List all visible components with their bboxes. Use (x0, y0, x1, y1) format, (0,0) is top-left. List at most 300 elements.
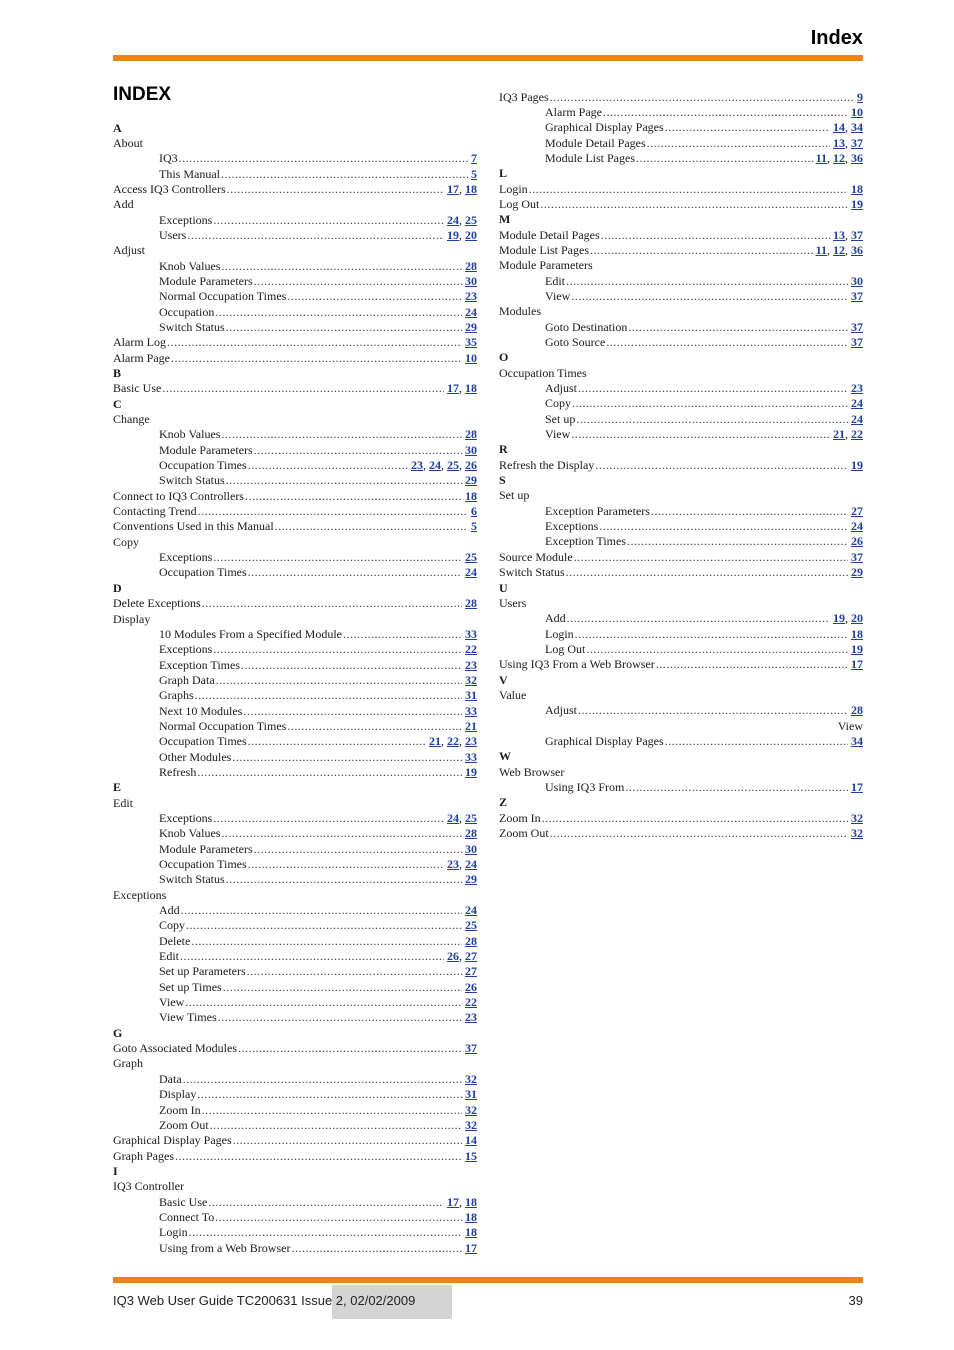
page-link[interactable]: 24 (851, 519, 863, 534)
page-refs (851, 565, 863, 580)
dot-leader (227, 182, 444, 197)
index-entry-label: Zoom Out (159, 1117, 209, 1132)
page-link[interactable]: 29 (465, 319, 477, 334)
index-subentry (113, 704, 477, 719)
index-column-right (499, 90, 863, 842)
dot-leader (566, 274, 848, 289)
page-link[interactable]: 37 (851, 135, 863, 150)
dot-leader (179, 151, 468, 166)
page-refs (465, 964, 477, 979)
dot-leader (226, 872, 462, 887)
page-link[interactable]: 24 (429, 458, 441, 473)
page-link[interactable]: 24 (465, 903, 477, 918)
index-entry-label: Connect To (159, 1209, 215, 1224)
index-subentry (113, 1087, 477, 1102)
page-link[interactable]: 24 (465, 304, 477, 319)
page-link[interactable]: 5 (471, 519, 477, 534)
index-entry-label: Occupation Times (159, 734, 247, 749)
page-refs (465, 826, 477, 841)
index-letter-heading (113, 1164, 477, 1179)
dot-leader (636, 151, 813, 166)
page-link[interactable]: 36 (851, 242, 863, 257)
dot-leader (571, 427, 830, 442)
dot-leader (287, 289, 462, 304)
index-entry-label: Module Parameters (159, 273, 253, 288)
page-refs (471, 151, 477, 166)
index-entry-label: Alarm Page (113, 350, 170, 365)
page-refs (851, 458, 863, 473)
page-link[interactable]: 31 (465, 1087, 477, 1102)
page-link[interactable]: 11 (815, 150, 827, 165)
page-link[interactable]: 19 (447, 227, 459, 242)
index-entry-label: A (113, 120, 122, 135)
page-refs (465, 259, 477, 274)
dot-leader (197, 765, 462, 780)
page-link[interactable]: 23 (465, 289, 477, 304)
page-link[interactable]: 12 (833, 242, 845, 257)
index-entry (499, 596, 863, 611)
index-entry-label: Switch Status (159, 872, 225, 887)
dot-leader (599, 519, 848, 534)
index-subentry (113, 734, 477, 749)
index-entry-label: Switch Status (499, 565, 565, 580)
page-link[interactable]: 25 (465, 212, 477, 227)
index-entry (499, 488, 863, 503)
page-refs (465, 1010, 477, 1025)
page-link[interactable]: 29 (851, 565, 863, 580)
page-refs (465, 1072, 477, 1087)
page-link[interactable]: 20 (851, 611, 863, 626)
dot-leader (232, 750, 462, 765)
page-link[interactable]: 32 (465, 1102, 477, 1117)
dot-leader (665, 734, 848, 749)
index-entry-label: Alarm Page (545, 104, 602, 119)
index-subentry (113, 151, 477, 166)
dot-leader (171, 351, 462, 366)
dot-leader (186, 918, 462, 933)
page-link[interactable]: 18 (465, 1209, 477, 1224)
index-entry (499, 550, 863, 565)
page-link[interactable]: 14 (465, 1133, 477, 1148)
page-link[interactable]: 33 (465, 703, 477, 718)
index-subentry (113, 305, 477, 320)
page-refs: 13, 37 (833, 135, 863, 150)
page-link[interactable]: 29 (465, 473, 477, 488)
page-refs (465, 918, 477, 933)
dot-leader (540, 197, 848, 212)
page-refs (851, 335, 863, 350)
page-link[interactable]: 17 (447, 381, 459, 396)
index-entry-label: Log Out (545, 641, 586, 656)
page-link[interactable]: 37 (851, 319, 863, 334)
page-link[interactable]: 19 (851, 457, 863, 472)
dot-leader (254, 842, 462, 857)
page-link[interactable]: 21 (833, 427, 845, 442)
index-entry-label: Edit (159, 949, 179, 964)
index-entry (113, 504, 477, 519)
page-link[interactable]: 28 (465, 826, 477, 841)
index-entry-label: Exceptions (159, 810, 213, 825)
page-refs (851, 811, 863, 826)
index-subentry (113, 872, 477, 887)
page-link[interactable]: 26 (465, 458, 477, 473)
page-link[interactable]: 22 (851, 427, 863, 442)
index-subentry (499, 381, 863, 396)
page-link[interactable]: 35 (465, 335, 477, 350)
page-link[interactable]: 37 (851, 227, 863, 242)
page-link[interactable]: 25 (447, 458, 459, 473)
index-subentry (113, 1225, 477, 1240)
index-entry-label: Web Browser (499, 764, 565, 779)
page-link[interactable]: 24 (465, 857, 477, 871)
page-refs: 17, 18 (447, 1194, 477, 1209)
page-link[interactable]: 19 (851, 641, 863, 656)
index-entry-label: Graphical Display Pages (545, 120, 664, 135)
index-subentry (499, 611, 863, 626)
page-link[interactable]: 32 (851, 810, 863, 825)
index-entry-label: Contacting Trend (113, 504, 197, 519)
page-link[interactable]: 28 (465, 258, 477, 273)
page-link[interactable]: 23 (851, 381, 863, 396)
page-link[interactable]: 26 (851, 534, 863, 549)
index-entry-label: Adjust (545, 703, 578, 718)
page-refs (465, 980, 477, 995)
index-entry (499, 458, 863, 473)
dot-leader (576, 412, 848, 427)
index-subentry (113, 550, 477, 565)
page-refs (851, 642, 863, 657)
page-link[interactable]: 18 (465, 381, 477, 396)
index-entry-label: Exceptions (545, 519, 599, 534)
index-subentry (113, 903, 477, 918)
page-link[interactable]: 18 (465, 1225, 477, 1240)
page-link[interactable]: 29 (465, 872, 477, 887)
index-entry-label: Module Parameters (159, 442, 253, 457)
page-refs (465, 750, 477, 765)
page-link[interactable]: 31 (465, 688, 477, 703)
index-letter-heading (113, 581, 477, 596)
index-entry-label: Occupation Times (159, 857, 247, 871)
index-entry-label: Copy (159, 918, 186, 933)
page-link[interactable]: 30 (465, 273, 477, 288)
page-link[interactable]: 33 (465, 749, 477, 764)
index-subentry (113, 658, 477, 673)
page-link[interactable]: 28 (465, 933, 477, 948)
index-entry-label: M (499, 212, 511, 227)
page-link[interactable]: 21 (465, 718, 477, 733)
dot-leader (185, 995, 462, 1010)
page-link[interactable]: 25 (465, 810, 477, 825)
index-entry (113, 1056, 477, 1071)
page-link[interactable]: 28 (465, 596, 477, 611)
page-link[interactable]: 23 (465, 657, 477, 672)
index-subentry (113, 1195, 477, 1210)
index-entry-label: Set up Times (159, 979, 222, 994)
page-link[interactable]: 30 (465, 442, 477, 457)
index-letter-heading (499, 749, 863, 764)
page-refs (465, 1087, 477, 1102)
dot-leader (647, 136, 830, 151)
index-subentry (113, 673, 477, 688)
index-entry-label: Graphs (159, 688, 194, 703)
page-link[interactable]: 28 (851, 703, 863, 718)
page-link[interactable]: 18 (465, 488, 477, 503)
index-entry-label: Z (499, 795, 508, 810)
page-link[interactable]: 17 (851, 657, 863, 672)
page-refs (465, 550, 477, 565)
index-entry-label: Using IQ3 From a Web Browser (499, 657, 655, 672)
index-subentry (113, 320, 477, 335)
index-subentry (113, 995, 477, 1010)
page-link[interactable]: 7 (471, 151, 477, 166)
index-entry-label: 10 Modules From a Specified Module (159, 626, 342, 641)
page-refs (465, 872, 477, 887)
page-link[interactable]: 18 (851, 181, 863, 196)
page-link[interactable]: 27 (465, 949, 477, 964)
page-link[interactable]: 22 (465, 995, 477, 1010)
page-link[interactable]: 9 (857, 89, 863, 104)
dot-leader (291, 1241, 462, 1256)
page-link[interactable]: 30 (851, 273, 863, 288)
dot-leader (243, 704, 462, 719)
page-link[interactable]: 19 (851, 196, 863, 211)
index-subentry (113, 565, 477, 580)
dot-leader (595, 458, 848, 473)
page-link[interactable]: 18 (465, 181, 477, 196)
page-link[interactable]: 34 (851, 733, 863, 748)
index-subentry (499, 627, 863, 642)
page-link[interactable]: 28 (465, 427, 477, 442)
index-entry (113, 136, 477, 151)
index-entry (113, 1041, 477, 1056)
page-link[interactable]: 12 (833, 150, 845, 165)
index-letter-heading (113, 397, 477, 412)
page-refs (465, 320, 477, 335)
index-entry-label: Graphical Display Pages (113, 1133, 232, 1148)
page-link[interactable]: 26 (465, 979, 477, 994)
page-link[interactable]: 19 (465, 764, 477, 779)
page-heading: INDEX (113, 84, 172, 105)
dot-leader (248, 458, 408, 473)
page-link[interactable]: 23 (465, 1010, 477, 1025)
page-link[interactable]: 32 (465, 1071, 477, 1086)
index-entry-label: IQ3 Controller (113, 1179, 184, 1194)
page-link[interactable]: 32 (465, 672, 477, 687)
index-subentry (113, 1103, 477, 1118)
index-entry-label: Delete Exceptions (113, 596, 201, 611)
dot-leader (221, 427, 462, 442)
page-link[interactable]: 23 (447, 857, 459, 871)
page-refs: 26, 27 (447, 949, 477, 964)
dot-leader (218, 1010, 462, 1025)
dot-leader (195, 688, 462, 703)
index-subentry (113, 688, 477, 703)
index-subentry (113, 842, 477, 857)
index-entry-label: V (499, 672, 508, 687)
index-subentry (113, 1072, 477, 1087)
page-link[interactable]: 18 (465, 1194, 477, 1209)
index-entry-label: Occupation Times (499, 365, 587, 380)
page-link[interactable]: 33 (465, 626, 477, 641)
page-link[interactable]: 24 (465, 565, 477, 580)
page-link[interactable]: 19 (833, 611, 845, 626)
index-subentry (499, 412, 863, 427)
page-refs (851, 504, 863, 519)
page-link[interactable]: 24 (851, 396, 863, 411)
dot-leader (575, 627, 848, 642)
index-column-left (113, 121, 477, 1256)
page-link[interactable]: 17 (465, 1240, 477, 1255)
page-refs (465, 627, 477, 642)
page-link[interactable]: 22 (447, 734, 459, 749)
index-entry-label: L (499, 166, 508, 181)
page-link[interactable]: 37 (465, 1041, 477, 1056)
index-subentry (113, 289, 477, 304)
index-subentry (499, 780, 863, 795)
index-entry-label: B (113, 366, 122, 380)
page-link[interactable]: 20 (465, 227, 477, 242)
page-refs (851, 534, 863, 549)
page-refs (851, 289, 863, 304)
index-entry-label: Exceptions (159, 550, 213, 565)
dot-leader (247, 964, 462, 979)
dot-leader (197, 1087, 462, 1102)
page-link[interactable]: 14 (833, 120, 845, 135)
page-link[interactable]: 18 (851, 626, 863, 641)
index-entry (113, 888, 477, 903)
page-refs (471, 519, 477, 534)
index-entry-label: Graph Data (159, 672, 215, 687)
page-link[interactable]: 27 (851, 503, 863, 518)
page-refs: 19, 20 (833, 611, 863, 626)
page-link[interactable]: 24 (851, 411, 863, 426)
page-refs (465, 642, 477, 657)
index-entry-label: Modules (499, 304, 541, 319)
dot-leader (213, 550, 462, 565)
index-letter-heading (499, 442, 863, 457)
page-link[interactable]: 34 (851, 120, 863, 135)
index-entry-label: IQ3 (159, 151, 178, 166)
page-link[interactable]: 24 (447, 810, 459, 825)
dot-leader (180, 949, 444, 964)
page-refs: 21, 22, 23 (429, 734, 477, 749)
page-link[interactable]: 5 (471, 166, 477, 181)
dot-leader (162, 381, 444, 396)
index-entry-label: Module List Pages (499, 242, 589, 257)
page-link[interactable]: 17 (447, 1194, 459, 1209)
index-entry (499, 258, 863, 273)
dot-leader (529, 182, 848, 197)
index-subentry (499, 519, 863, 534)
index-entry-label: Access IQ3 Controllers (113, 181, 226, 196)
index-entry (113, 519, 477, 534)
index-subentry (113, 427, 477, 442)
dot-leader (665, 120, 830, 135)
page-link[interactable]: 13 (833, 227, 845, 242)
page-refs (465, 995, 477, 1010)
page-link[interactable]: 6 (471, 504, 477, 519)
page-link[interactable]: 17 (851, 779, 863, 794)
page-link[interactable]: 37 (851, 288, 863, 303)
page-link[interactable]: 32 (465, 1117, 477, 1132)
page-refs: 17, 18 (447, 381, 477, 396)
page-link[interactable]: 37 (851, 335, 863, 349)
index-entry (499, 565, 863, 580)
index-entry-label: Display (113, 611, 151, 626)
page-link[interactable]: 15 (465, 1148, 477, 1163)
index-entry-label: Refresh the Display (499, 457, 595, 472)
index-entry-label: Module Detail Pages (499, 227, 600, 242)
index-letter-heading (499, 673, 863, 688)
index-entry (499, 826, 863, 841)
dot-leader (233, 1133, 462, 1148)
index-subentry (113, 964, 477, 979)
dot-leader (215, 305, 462, 320)
page-link[interactable]: 36 (851, 150, 863, 165)
page-link[interactable]: 23 (465, 734, 477, 749)
dot-leader (550, 90, 854, 105)
page-link[interactable]: 10 (851, 104, 863, 119)
page-link[interactable]: 25 (465, 918, 477, 933)
page-link[interactable]: 37 (851, 549, 863, 564)
index-entry (499, 228, 863, 243)
index-subentry (113, 458, 477, 473)
index-entry-label: Users (499, 595, 527, 610)
page-link[interactable]: 22 (465, 642, 477, 657)
page-link[interactable]: 21 (429, 734, 441, 749)
index-entry-label: IQ3 Pages (499, 89, 549, 104)
dot-leader (571, 289, 848, 304)
page-link[interactable]: 25 (465, 550, 477, 565)
top-orange-rule (113, 55, 863, 61)
page-link[interactable]: 26 (447, 949, 459, 964)
page-link[interactable]: 24 (447, 212, 459, 227)
page-link[interactable]: 17 (447, 181, 459, 196)
index-entry-label: View (545, 427, 571, 442)
dot-leader (208, 1195, 444, 1210)
index-entry-label: Basic Use (159, 1194, 208, 1209)
dot-leader (175, 1149, 462, 1164)
page-link[interactable]: 30 (465, 841, 477, 856)
page-refs: 11, 12, 36 (815, 150, 863, 165)
index-entry-label: Add (113, 197, 134, 212)
page-refs (465, 1133, 477, 1148)
page-refs (465, 335, 477, 350)
index-subentry (499, 534, 863, 549)
index-subentry (113, 765, 477, 780)
index-subentry (499, 427, 863, 442)
page-link[interactable]: 32 (851, 826, 863, 840)
page-link[interactable]: 11 (815, 242, 827, 257)
index-entry-label: I (113, 1163, 118, 1178)
page-refs (465, 305, 477, 320)
page-link[interactable]: 23 (411, 458, 423, 473)
index-entry-label: Exceptions (159, 212, 213, 227)
page-link[interactable]: 10 (465, 350, 477, 365)
page-link[interactable]: 13 (833, 135, 845, 150)
dot-leader (567, 611, 830, 626)
index-entry-label: R (499, 442, 508, 457)
page-refs: 14, 34 (833, 120, 863, 135)
index-entry-label: Users (159, 227, 187, 242)
dot-leader (578, 703, 848, 718)
page-link[interactable]: 27 (465, 964, 477, 979)
index-entry-label: Goto Destination (545, 319, 628, 334)
dot-leader (198, 504, 468, 519)
index-subentry (113, 473, 477, 488)
index-subentry (113, 1010, 477, 1025)
index-subentry (113, 642, 477, 657)
